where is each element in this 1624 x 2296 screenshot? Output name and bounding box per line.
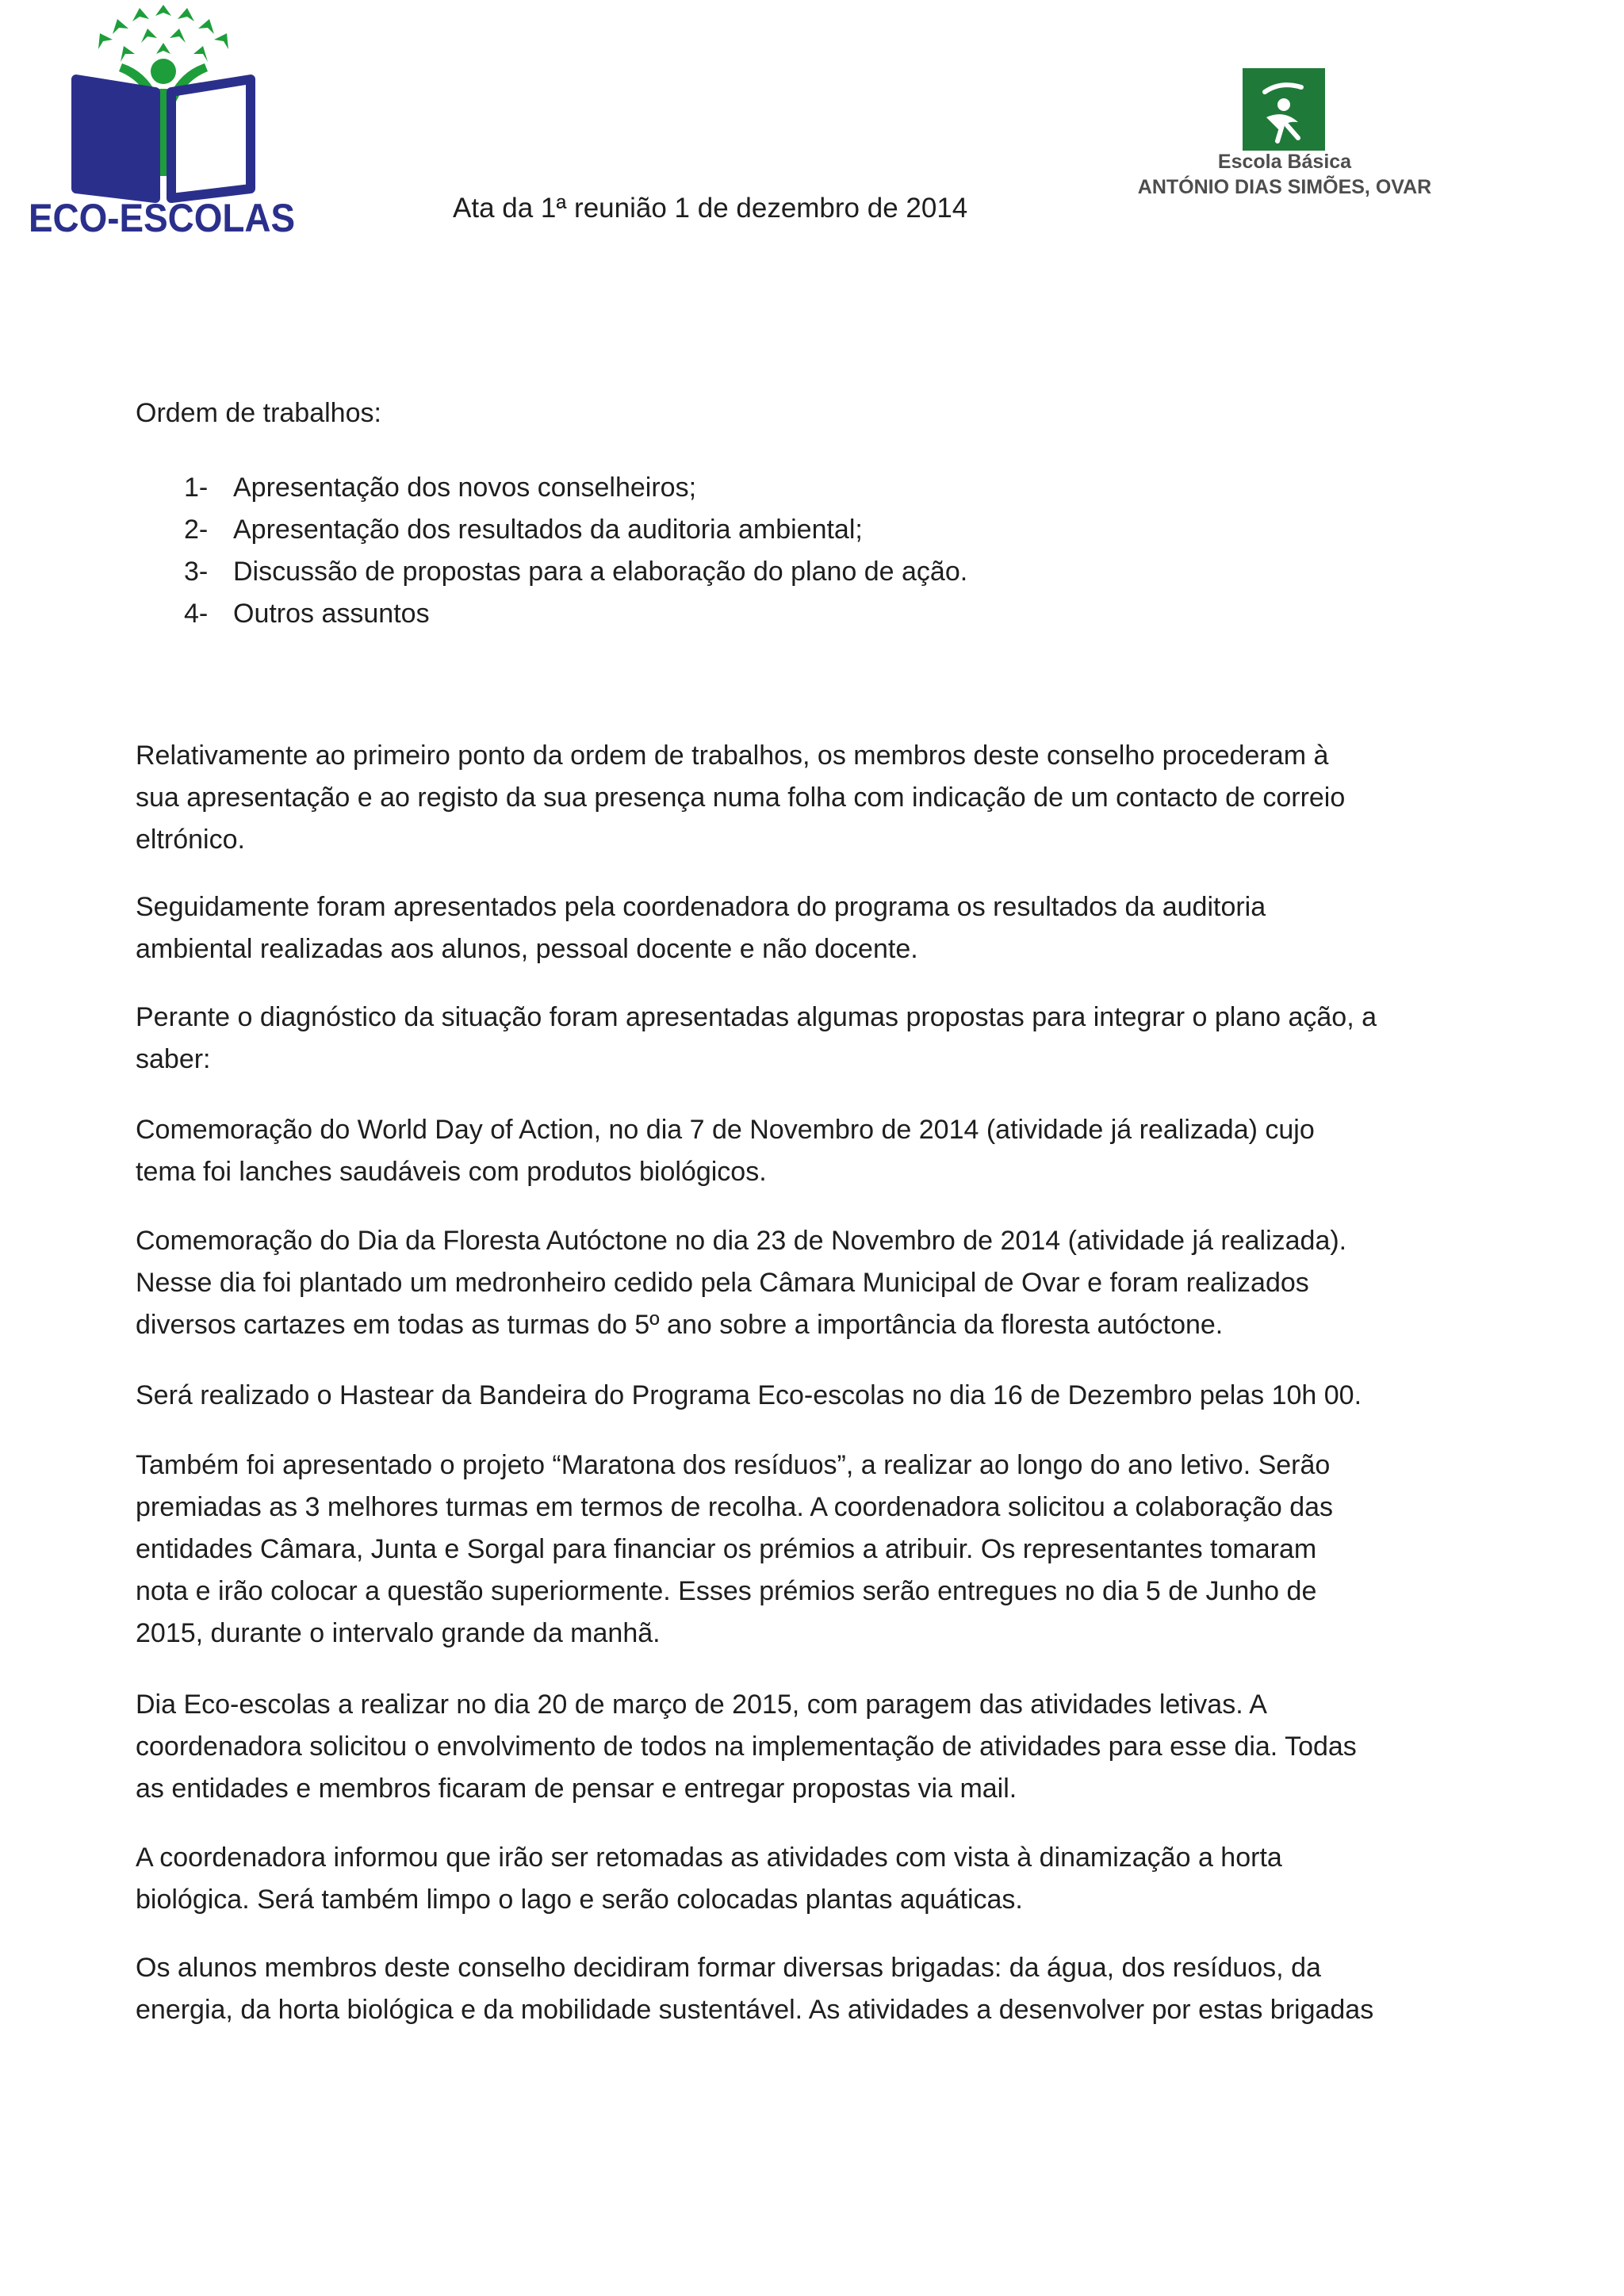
agenda-item-number: 4- bbox=[184, 599, 209, 629]
agenda-heading: Ordem de trabalhos: bbox=[136, 398, 381, 428]
paragraph-line: ambiental realizadas aos alunos, pessoal docente e não docente. bbox=[136, 934, 918, 964]
paragraph-dia-eco-escolas bbox=[136, 1684, 1420, 1810]
agenda-item-number: 1- bbox=[184, 473, 209, 503]
paragraph-line: as entidades e membros ficaram de pensar e entregar propostas via mail. bbox=[136, 1774, 1017, 1804]
paragraph-hastear-bandeira bbox=[136, 1375, 1420, 1417]
paragraph-line: Será realizado o Hastear da Bandeira do Programa Eco-escolas no dia 16 de Dezembro pelas 10h 00. bbox=[136, 1380, 1362, 1410]
paragraph-world-day-of-action bbox=[136, 1109, 1420, 1193]
paragraph-brigadas bbox=[136, 1947, 1420, 2031]
agenda-item bbox=[184, 551, 967, 593]
paragraph-audit-results bbox=[136, 886, 1420, 970]
agenda-item-number: 2- bbox=[184, 515, 209, 545]
paragraph-line: Perante o diagnóstico da situação foram apresentadas algumas propostas para integrar o plano ação, a bbox=[136, 1002, 1377, 1032]
paragraph-line: coordenadora solicitou o envolvimento de todos na implementação de atividades para esse dia. Todas bbox=[136, 1732, 1357, 1762]
paragraph-line: premiadas as 3 melhores turmas em termos de recolha. A coordenadora solicitou a colaboração das bbox=[136, 1492, 1334, 1522]
paragraph-line: Comemoração do World Day of Action, no dia 7 de Novembro de 2014 (atividade já realizada) cujo bbox=[136, 1115, 1315, 1145]
paragraph-line: Comemoração do Dia da Floresta Autóctone no dia 23 de Novembro de 2014 (atividade já realizada). bbox=[136, 1226, 1347, 1256]
paragraph-line: Dia Eco-escolas a realizar no dia 20 de março de 2015, com paragem das atividades letivas. A bbox=[136, 1689, 1267, 1720]
paragraph-line: saber: bbox=[136, 1044, 211, 1074]
paragraph-maratona-residuos bbox=[136, 1445, 1420, 1655]
school-emblem-icon bbox=[1243, 68, 1325, 151]
paragraph-line: Nesse dia foi plantado um medronheiro cedido pela Câmara Municipal de Ovar e foram realizados bbox=[136, 1268, 1309, 1298]
paragraph-line: sua apresentação e ao registo da sua presença numa folha com indicação de um contacto de correio bbox=[136, 783, 1346, 813]
paragraph-line: Os alunos membros deste conselho decidiram formar diversas brigadas: da água, dos resíduos, da bbox=[136, 1953, 1321, 1983]
paragraph-line: Seguidamente foram apresentados pela coordenadora do programa os resultados da auditoria bbox=[136, 892, 1266, 922]
paragraph-line: energia, da horta biológica e da mobilidade sustentável. As atividades a desenvolver por estas brigadas bbox=[136, 1995, 1374, 2025]
agenda-item-text: Discussão de propostas para a elaboração do plano de ação. bbox=[233, 557, 968, 587]
paragraph-line: entidades Câmara, Junta e Sorgal para financiar os prémios a atribuir. Os representantes tomaram bbox=[136, 1534, 1317, 1564]
paragraph-line: A coordenadora informou que irão ser retomadas as atividades com vista à dinamização a horta bbox=[136, 1843, 1282, 1873]
school-logo bbox=[1134, 63, 1451, 214]
paragraph-line: eltrónico. bbox=[136, 825, 245, 855]
paragraph-line: diversos cartazes em todas as turmas do 5º ano sobre a importância da floresta autóctone. bbox=[136, 1310, 1224, 1340]
eco-escolas-logo bbox=[29, 0, 298, 238]
agenda-item-text: Apresentação dos novos conselheiros; bbox=[233, 473, 697, 503]
paragraph-line: Relativamente ao primeiro ponto da ordem de trabalhos, os membros deste conselho procederam à bbox=[136, 740, 1329, 771]
agenda-item-text: Apresentação dos resultados da auditoria ambiental; bbox=[233, 515, 863, 545]
document-title: Ata da 1ª reunião 1 de dezembro de 2014 bbox=[453, 193, 968, 224]
paragraph-line: tema foi lanches saudáveis com produtos biológicos. bbox=[136, 1157, 767, 1187]
paragraph-line: nota e irão colocar a questão superiormente. Esses prémios serão entregues no dia 5 de Junho de bbox=[136, 1576, 1317, 1606]
svg-text:ECO-ESCOLAS: ECO-ESCOLAS bbox=[29, 196, 295, 238]
agenda-item-number: 3- bbox=[184, 557, 209, 587]
agenda-item bbox=[184, 467, 967, 509]
paragraph-line: Também foi apresentado o projeto “Maratona dos resíduos”, a realizar ao longo do ano letivo. Serão bbox=[136, 1450, 1331, 1480]
agenda-item bbox=[184, 593, 967, 635]
agenda-item-text: Outros assuntos bbox=[233, 599, 430, 629]
paragraph-proposals bbox=[136, 997, 1420, 1081]
school-name-line2: ANTÓNIO DIAS SIMÕES, OVAR bbox=[1137, 176, 1432, 198]
paragraph-line: biológica. Será também limpo o lago e serão colocadas plantas aquáticas. bbox=[136, 1885, 1023, 1915]
agenda-item bbox=[184, 509, 967, 551]
paragraph-first-point bbox=[136, 735, 1420, 861]
paragraph-horta-biologica bbox=[136, 1837, 1420, 1921]
eco-escolas-tree-icon bbox=[29, 0, 298, 238]
school-name-line1: Escola Básica bbox=[1217, 151, 1352, 173]
agenda-list bbox=[184, 467, 967, 635]
paragraph-line: 2015, durante o intervalo grande da manhã. bbox=[136, 1618, 661, 1648]
paragraph-floresta-autoctone bbox=[136, 1220, 1420, 1346]
